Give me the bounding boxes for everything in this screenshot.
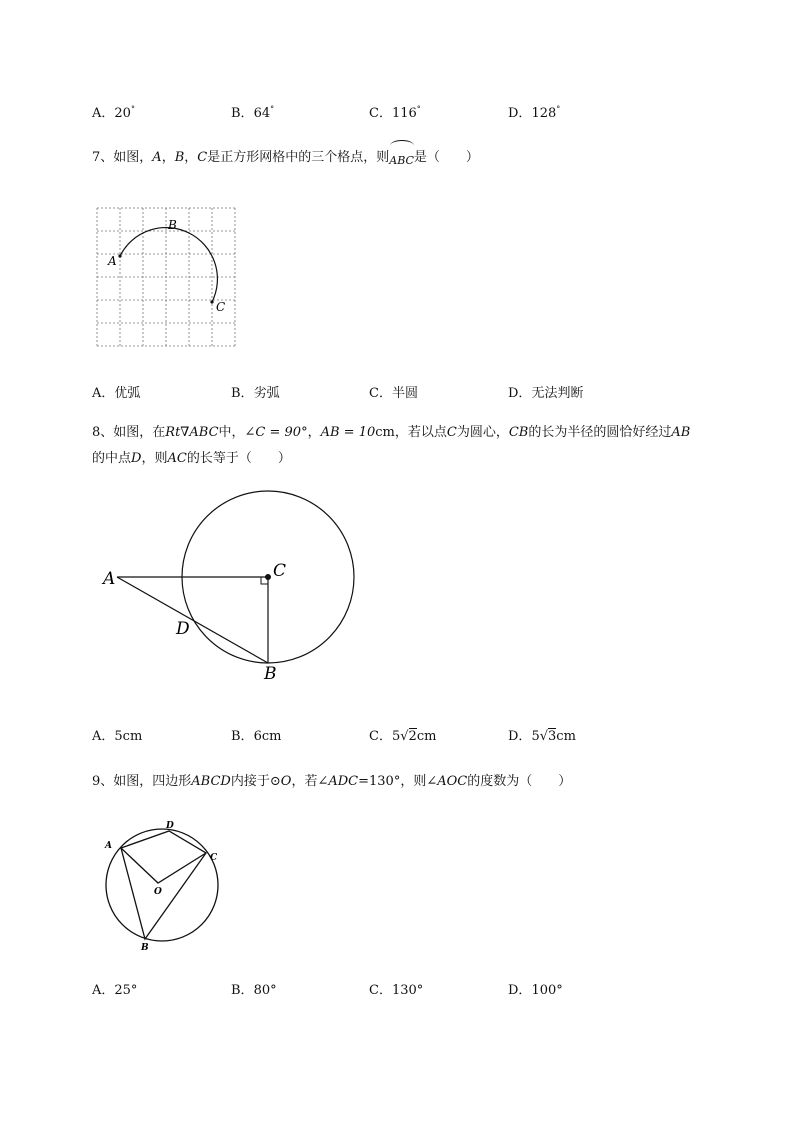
point-a [118, 254, 121, 257]
q8-stem-line1: 8、如图，在Rt∇ABC中，∠C = 90°，AB = 10cm，若以点C为圆心，CB的长为半径的圆恰好经过AB [92, 425, 691, 440]
label-c: C [216, 300, 226, 314]
q8-circle-figure [92, 480, 372, 690]
q7-option-c[interactable]: C．半圆 [369, 386, 418, 401]
center-c [265, 574, 271, 580]
q7-option-a[interactable]: A．优弧 [92, 386, 141, 401]
quad-abcd [121, 831, 206, 939]
q7-stem: 7、如图，A，B，C是正方形网格中的三个格点，则 ABC是（ ） [92, 146, 479, 170]
q8-option-d[interactable]: D．5√3cm [508, 729, 576, 744]
circle-o [106, 829, 218, 941]
label-a: A [105, 841, 112, 851]
q9-stem: 9、如图，四边形ABCD内接于⊙O，若∠ADC=130°，则∠AOC的度数为（ ） [92, 774, 572, 789]
label-a: A [103, 569, 116, 589]
label-b: B [168, 218, 177, 232]
q9-option-d[interactable]: D．100° [508, 983, 563, 998]
q9-option-a[interactable]: A．25° [92, 983, 138, 998]
q7-option-b[interactable]: B．劣弧 [231, 386, 280, 401]
label-c: C [273, 561, 287, 581]
label-d: D [176, 619, 190, 639]
segment-ab [117, 577, 268, 663]
q8-stem-line2: 的中点D，则AC的长等于（ ） [92, 451, 291, 466]
q9-option-c[interactable]: C．130° [369, 983, 424, 998]
q9-option-b[interactable]: B．80° [231, 983, 277, 998]
label-b: B [264, 664, 277, 684]
point-c [210, 300, 213, 303]
arc-abc [120, 228, 217, 302]
q9-inscribed-quad-figure [92, 815, 242, 955]
sqrt-symbol: √ [539, 729, 549, 744]
angle-aoc [121, 848, 206, 883]
sqrt-symbol: √ [400, 729, 409, 744]
q6-option-d[interactable]: D．128° [508, 104, 561, 121]
square-grid [97, 208, 235, 346]
q8-option-b[interactable]: B．6cm [231, 729, 282, 744]
label-c: C [210, 853, 218, 863]
label-a: A [108, 254, 117, 268]
q8-option-a[interactable]: A．5cm [92, 729, 143, 744]
q8-option-c[interactable]: C．5√2cm [369, 729, 437, 744]
label-b: B [141, 943, 149, 953]
q6-option-c[interactable]: C．116° [369, 104, 421, 121]
arc-abc-notation: ABC [389, 149, 414, 173]
q7-grid-figure [92, 203, 244, 355]
q6-option-a[interactable]: A．20° [92, 104, 135, 121]
label-d: D [166, 821, 174, 831]
q6-option-b[interactable]: B．64° [231, 104, 275, 121]
q7-option-d[interactable]: D．无法判断 [508, 386, 584, 401]
label-o: O [154, 887, 162, 897]
